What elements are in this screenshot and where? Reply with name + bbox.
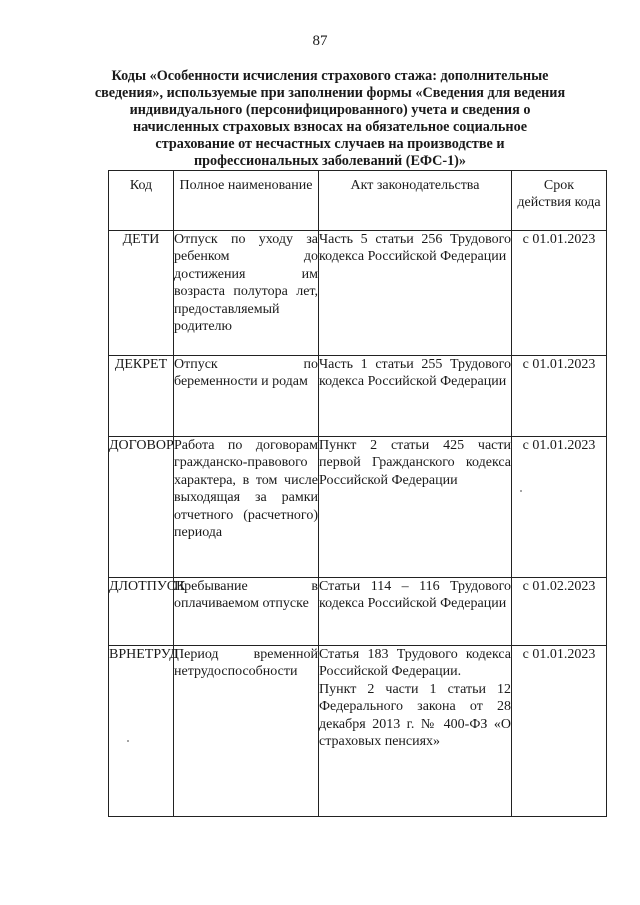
table-row [109, 578, 607, 646]
scan-speck [520, 490, 522, 492]
cell-full-name: Работа по договорам гражданско-правового характера, в том числе выходящая за рамки отчетного (расчетного) периода [174, 437, 319, 578]
codes-table [108, 170, 607, 817]
table-row [109, 646, 607, 817]
cell-code: ДЛОТПУСК [109, 578, 174, 646]
cell-act: Часть 5 статьи 256 Трудового кодекса Российской Федерации [319, 231, 512, 356]
cell-act: Пункт 2 статьи 425 части первой Гражданского кодекса Российской Федерации [319, 437, 512, 578]
cell-full-name: Пребывание в оплачиваемом отпуске [174, 578, 319, 646]
header-code: Код [109, 171, 174, 231]
cell-validity: с 01.01.2023 [512, 231, 607, 356]
cell-full-name: Период временной нетрудоспособности [174, 646, 319, 817]
page-number: 87 [312, 33, 328, 49]
cell-code: ДЕТИ [109, 231, 174, 356]
cell-code: ДЕКРЕТ [109, 356, 174, 437]
cell-full-name: Отпуск по беременности и родам [174, 356, 319, 437]
table-row [109, 437, 607, 578]
cell-code: ДОГОВОР [109, 437, 174, 578]
cell-validity: с 01.01.2023 [512, 356, 607, 437]
act-paragraph: Пункт 2 части 1 статьи 12 Федерального закона от 28 декабря 2013 г. № 400-ФЗ «О страховых пенсиях» [319, 681, 511, 750]
cell-act: Часть 1 статьи 255 Трудового кодекса Российской Федерации [319, 356, 512, 437]
header-act: Акт законодательства [319, 171, 512, 231]
cell-validity: с 01.01.2023 [512, 646, 607, 817]
table-row [109, 356, 607, 437]
document-title: Коды «Особенности исчисления страхового стажа: дополнительные сведения», используемые при заполнении формы «Сведения для ведения индивидуального (персонифицированного) учета и сведения о начисленных страховых взносах на обязательное социальное страхование от несчастных случаев на производстве и профессиональных заболеваний (ЕФС-1)» [94, 68, 566, 169]
header-validity: Срок действия кода [512, 171, 607, 231]
table-header-row [109, 171, 607, 231]
cell-full-name: Отпуск по уходу за ребенком до достижения им возраста полутора лет, предоставляемый родителю [174, 231, 319, 356]
scan-speck [127, 740, 129, 742]
act-paragraph: Статья 183 Трудового кодекса Российской Федерации. [319, 647, 511, 680]
header-full-name: Полное наименование [174, 171, 319, 231]
cell-validity: с 01.01.2023 [512, 437, 607, 578]
cell-act: Статьи 114 – 116 Трудового кодекса Российской Федерации [319, 578, 512, 646]
table-row [109, 231, 607, 356]
cell-validity: с 01.02.2023 [512, 578, 607, 646]
cell-code: ВРНЕТРУД [109, 646, 174, 817]
cell-act [319, 646, 512, 817]
